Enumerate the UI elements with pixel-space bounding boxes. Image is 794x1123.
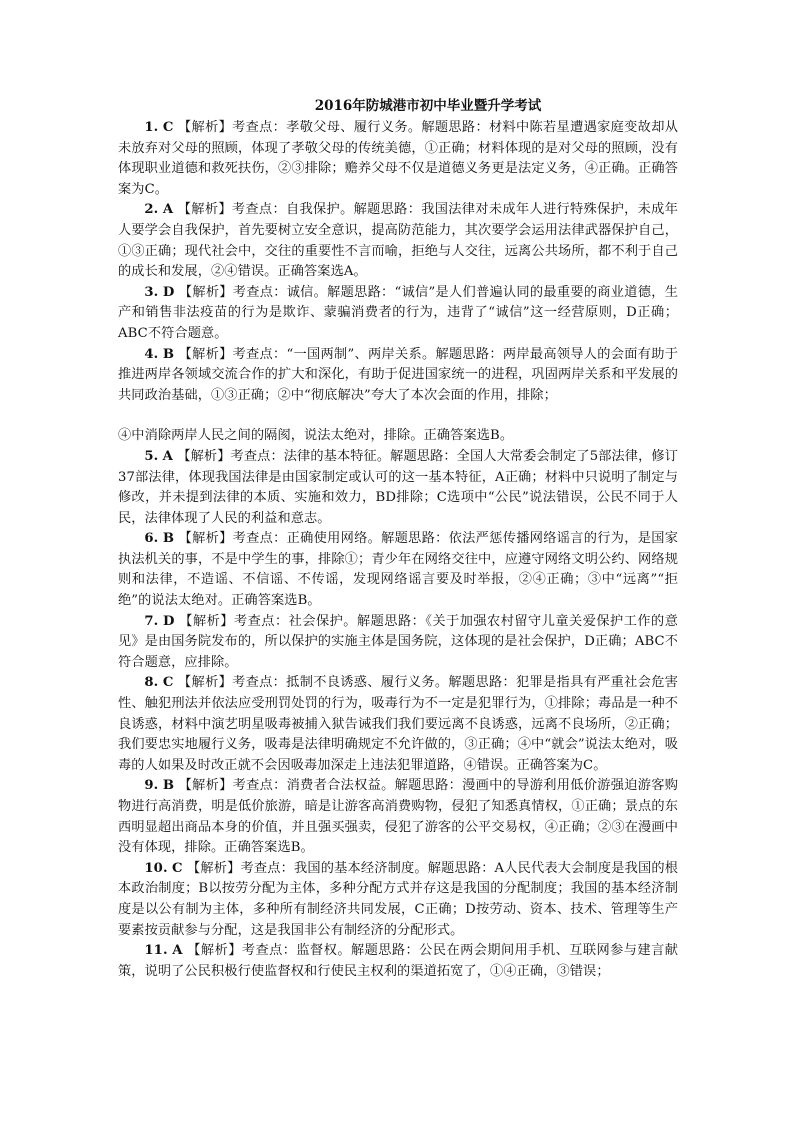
answer-explanation: 【解析】考查点：自我保护。解题思路：我国法律对未成年人进行特殊保护，未成年人要学会自我保护，首先要树立安全意识，提高防范能力，其次要学会运用法律武器保护自己，①③正确；现代社会中，交往的重要性不言而喻，拒绝与人交往，远离公共场所，都不利于自己的成长和发展，②④错误。正确答案选A。 xyxy=(118,202,678,280)
answer-item-7 xyxy=(118,612,678,674)
answer-number: 3. xyxy=(144,284,159,300)
answer-explanation: 【解析】考查点：社会保护。解题思路：《关于加强农村留守儿童关爱保护工作的意见》是由国务院发布的，所以保护的实施主体是国务院，这体现的是社会保护，D正确；ABC不符合题意，应排除。 xyxy=(118,613,679,670)
answer-explanation: 【解析】考查点：法律的基本特征。解题思路：全国人大常委会制定了5部法律，修订37部法律，体现我国法律是由国家制定或认可的这一基本特征，A正确；材料中只说明了制定与修改，并未提到法律的本质、实施和效力，BD排除；C选项中“公民”说法错误，公民不同于人民，法律体现了人民的利益和意志。 xyxy=(118,448,679,526)
answer-number: 2. xyxy=(144,202,159,218)
answer-explanation: 【解析】考查点：孝敬父母、履行义务。解题思路：材料中陈若星遭遇家庭变故却从未放弃对父母的照顾，体现了孝敬父母的传统美德，①正确；材料体现的是对父母的照顾，没有体现职业道德和救死扶伤，②③排除；赡养父母不仅是道德义务更是法定义务，④正确。正确答案为C。 xyxy=(118,120,678,197)
answer-key: A xyxy=(162,448,174,464)
answer-item-11 xyxy=(118,941,678,982)
answer-key: C xyxy=(162,120,174,135)
answer-item-9 xyxy=(118,776,678,858)
answer-document xyxy=(118,96,678,982)
answer-item-2 xyxy=(118,200,678,282)
answer-item-6 xyxy=(118,529,678,611)
answer-key: C xyxy=(172,860,183,876)
answer-key: C xyxy=(162,675,174,691)
answer-number: 7. xyxy=(144,613,159,629)
answer-explanation: 【解析】考查点：“一国两制”、两岸关系。解题思路：两岸最高领导人的会面有助于推进两岸各领域交流合作的扩大和深化，有助于促进国家统一的进程，巩固两岸关系和平发展的共同政治基础，①③正确；②中“彻底解决”夸大了本次会面的作用，排除； xyxy=(118,346,679,403)
answer-item-4 xyxy=(118,345,678,407)
answer-number: 4. xyxy=(144,346,159,362)
answer-key: B xyxy=(162,531,175,547)
answer-explanation: 【解析】考查点：消费者合法权益。解题思路：漫画中的导游利用低价游强迫游客购物进行高消费，明是低价旅游，暗是让游客高消费购物，侵犯了知悉真情权，①正确；景点的东西明显超出商品本身的价值，并且强买强卖，侵犯了游客的公平交易权，④正确；②③在漫画中没有体现，排除。正确答案选B。 xyxy=(118,778,679,856)
answer-number: 1. xyxy=(144,120,159,135)
document-title: 2016年防城港市初中毕业暨升学考试 xyxy=(314,98,542,114)
answer-number: 5. xyxy=(144,448,159,464)
answer-item-1 xyxy=(118,118,678,200)
answer-explanation: 【解析】考查点：诚信。解题思路：“诚信”是人们普遍认同的最重要的商业道德，生产和销售非法疫苗的行为是欺诈、蒙骗消费者的行为，违背了“诚信”这一经营原则，D正确；ABC不符合题意。 xyxy=(118,284,678,341)
answer-number: 11. xyxy=(144,943,168,959)
answer-explanation: 【解析】考查点：我国的基本经济制度。解题思路：A人民代表大会制度是我国的根本政治制度；B以按劳分配为主体，多种分配方式并存这是我国的分配制度；我国的基本经济制度是以公有制为主体，多种所有制经济共同发展，C正确；D按劳动、资本、技术、管理等生产要素按贡献参与分配，这是我国非公有制经济的分配形式。 xyxy=(118,860,679,938)
answer-key: D xyxy=(162,284,175,300)
answer-item-10 xyxy=(118,859,678,941)
answer-key: A xyxy=(172,943,183,959)
answer-key: D xyxy=(163,613,175,629)
answer-explanation: 【解析】考查点：监督权。解题思路：公民在两会期间用手机、互联网参与建言献策，说明了公民积极行使监督权和行使民主权利的渠道拓宽了，①④正确，③错误； xyxy=(118,943,678,979)
answer-number: 8. xyxy=(144,675,159,691)
answer-number: 6. xyxy=(144,531,159,547)
answer-number: 9. xyxy=(144,778,159,794)
answer-item-4-continuation: ④中消除两岸人民之间的隔阂，说法太绝对，排除。正确答案选B。 xyxy=(118,428,514,444)
answer-explanation: 【解析】考查点：正确使用网络。解题思路：依法严惩传播网络谣言的行为，是国家执法机关的事，不是中学生的事，排除①；青少年在网络交往中，应遵守网络文明公约、网络规则和法律，不造谣、不信谣、不传谣，发现网络谣言要及时举报，②④正确；③中“远离”“拒绝”的说法太绝对。正确答案选B。 xyxy=(118,531,679,609)
answer-key: B xyxy=(162,778,175,794)
answer-key: B xyxy=(162,346,175,362)
answer-explanation: 【解析】考查点：抵制不良诱惑、履行义务。解题思路：犯罪是指具有严重社会危害性、触犯刑法并依法应受刑罚处罚的行为，吸毒行为不一定是犯罪行为，①排除；毒品是一种不良诱惑，材料中演艺明星吸毒被捕入狱告诫我们我们要远离不良诱惑，远离不良场所，②正确；我们要忠实地履行义务，吸毒是法律明确规定不允许做的，③正确；④中“就会”说法太绝对，吸毒的人如果及时改正就不会因吸毒加深走上违法犯罪道路，④错误。正确答案为C。 xyxy=(118,675,678,773)
answer-key: A xyxy=(162,202,174,218)
answer-item-5 xyxy=(118,447,678,529)
answer-item-3 xyxy=(118,283,678,345)
answer-number: 10. xyxy=(144,860,168,876)
answer-item-8 xyxy=(118,673,678,776)
